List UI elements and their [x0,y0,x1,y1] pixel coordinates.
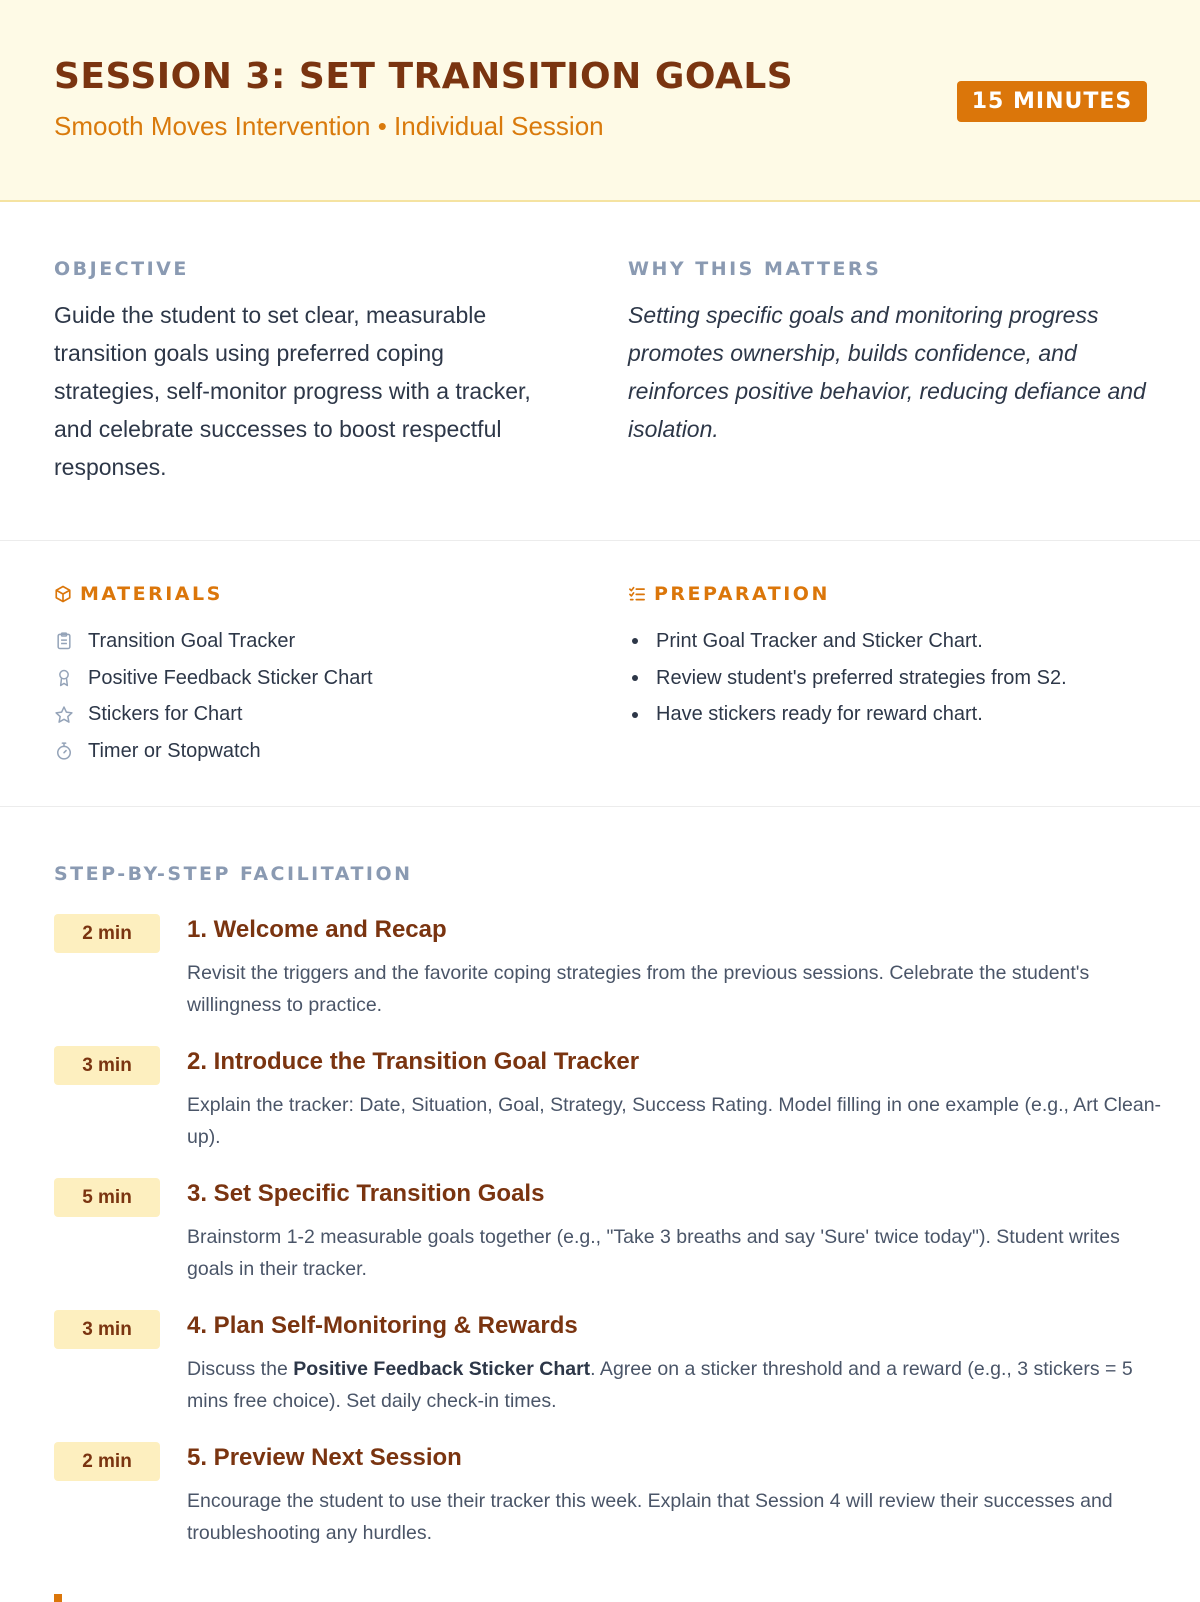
materials-list [54,623,373,770]
materials-label: MATERIALS [80,583,223,605]
star-icon [54,705,74,725]
step-description: Encourage the student to use their tracker this week. Explain that Session 4 will review their successes and troubleshooting any hurdles. [187,1490,1113,1544]
section-divider [0,540,1200,541]
objective-label: OBJECTIVE [54,258,189,280]
section-divider [0,806,1200,807]
step-title: 5. Preview Next Session [187,1444,462,1471]
step-title: 3. Set Specific Transition Goals [187,1180,545,1207]
step-item [54,1178,1164,1298]
step-time-badge: 2 min [54,1442,160,1481]
clipboard-icon [54,631,74,651]
steps-label: STEP-BY-STEP FACILITATION [54,863,413,885]
list-item: Review student's preferred strategies from S2. [628,660,1067,697]
step-item [54,1046,1164,1166]
session-header [0,0,1200,202]
duration-badge: 15 MINUTES [957,81,1147,122]
list-item [54,660,373,697]
sticker-chart-emphasis: Positive Feedback Sticker Chart [293,1358,591,1380]
step-time-badge: 3 min [54,1310,160,1349]
materials-heading [54,583,223,605]
step-title: 2. Introduce the Transition Goal Tracker [187,1048,640,1075]
material-label: Stickers for Chart [88,703,243,726]
page-subtitle: Smooth Moves Intervention • Individual Session [54,111,604,141]
list-item [54,623,373,660]
objective-text: Guide the student to set clear, measurable transition goals using preferred coping strategies, self-monitor progress with a tracker, and celebrate successes to boost respectful responses. [54,302,531,480]
step-title: 4. Plan Self-Monitoring & Rewards [187,1312,578,1339]
step-time-badge: 5 min [54,1178,160,1217]
step-time-badge: 3 min [54,1046,160,1085]
step-item [54,1310,1164,1430]
why-label: WHY THIS MATTERS [628,258,882,280]
stopwatch-icon [54,741,74,761]
material-label: Positive Feedback Sticker Chart [88,666,373,689]
material-label: Timer or Stopwatch [88,739,261,762]
preparation-label: PREPARATION [654,583,830,605]
step-description-prefix: Discuss the [187,1358,294,1380]
step-description-suffix: . Agree on a sticker threshold and a reward (e.g., 3 stickers = 5 mins free choice). Set daily check-in times. [187,1358,1133,1412]
next-section-marker [54,1594,62,1602]
step-item [54,1442,1164,1562]
material-label: Transition Goal Tracker [88,629,296,652]
step-title: 1. Welcome and Recap [187,916,447,943]
preparation-heading [628,583,830,605]
why-text: Setting specific goals and monitoring progress promotes ownership, builds confidence, and reinforces positive behavior, reducing defiance and isolation. [628,302,1146,442]
step-description [187,1354,1162,1417]
award-icon [54,668,74,688]
step-description: Explain the tracker: Date, Situation, Goal, Strategy, Success Rating. Model filling in one example (e.g., Art Clean-up). [187,1094,1162,1148]
checklist-icon [628,585,646,603]
box-icon [54,585,72,603]
step-description: Brainstorm 1-2 measurable goals together (e.g., "Take 3 breaths and say 'Sure' twice today"). Student writes goals in their tracker. [187,1226,1120,1280]
step-time-badge: 2 min [54,914,160,953]
preparation-list [628,623,1067,733]
step-description: Revisit the triggers and the favorite coping strategies from the previous sessions. Celebrate the student's willingness to practice. [187,962,1090,1016]
list-item: Have stickers ready for reward chart. [628,696,1067,733]
page-title: SESSION 3: SET TRANSITION GOALS [54,56,794,97]
list-item [54,733,373,770]
list-item: Print Goal Tracker and Sticker Chart. [628,623,1067,660]
list-item [54,696,373,733]
step-item [54,914,1164,1034]
